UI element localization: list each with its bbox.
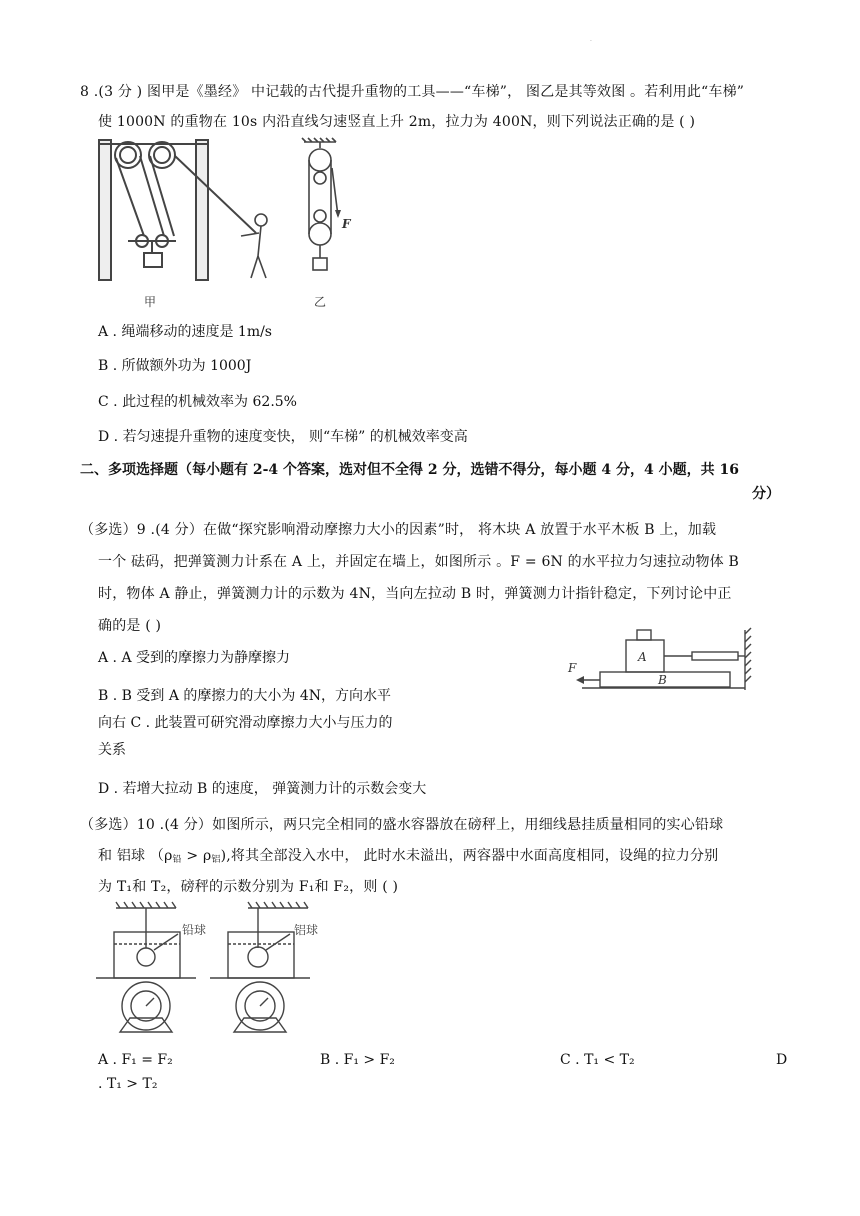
q10-option-d-letter: D — [776, 1052, 788, 1068]
q10-line-2-post: ),将其全部没入水中， 此时水未溢出，两容器中水面高度相同，设绳的拉力分别 — [220, 848, 719, 864]
q10-rho-lead-sub: 铅 — [172, 855, 182, 865]
q9-line-3: 时，物体 A 静止，弹簧测力计的示数为 4N，当向左拉动 B 时，弹簧测力计指针稳定，下列讨论中正 — [98, 586, 732, 602]
q8-option-b: B . 所做额外功为 1000J — [98, 358, 252, 374]
q9-line-2: 一个 砝码，把弹簧测力计系在 A 上，并固定在墙上，如图所示 。F = 6N 的水平拉力匀速拉动物体 B — [98, 554, 739, 570]
q8-option-d: D . 若匀速提升重物的速度变快， 则“车梯” 的机械效率变高 — [98, 429, 468, 445]
q10-line-2-pre: 和 铝球 （ρ — [98, 848, 173, 864]
q9-fig-block-a-label: A — [638, 650, 647, 664]
q10-option-a: A . F₁ = F₂ — [98, 1052, 173, 1068]
corner-mark: · — [590, 38, 592, 45]
q10-fig-lead-label: 铅球 — [182, 923, 207, 937]
q9-fig-force-label: F — [568, 661, 577, 675]
q8-fig-yi-label: 乙 — [314, 295, 327, 309]
q10-figure — [96, 902, 346, 1034]
q9-option-d: D . 若增大拉动 B 的速度， 弹簧测力计的示数会变大 — [98, 781, 427, 797]
q9-option-c-line-3: 关系 — [98, 742, 126, 758]
q8-line-1: 8 .(3 分 ) 图甲是《墨经》 中记载的古代提升重物的工具——“车梯”， 图乙是其等效图 。若利用此“车梯” — [80, 84, 745, 100]
q10-option-c: C . T₁ < T₂ — [560, 1052, 635, 1068]
q8-line-2: 使 1000N 的重物在 10s 内沿直线匀速竖直上升 2m，拉力为 400N，则下列说法正确的是 ( ) — [98, 114, 696, 130]
q8-fig-force-label: F — [342, 217, 351, 231]
q9-option-b-line-2: 向右 C . 此装置可研究滑动摩擦力大小与压力的 — [98, 715, 393, 731]
q10-option-d-text: . T₁ > T₂ — [98, 1076, 158, 1092]
section-2-heading-line-2: 分） — [752, 486, 780, 502]
q8-fig-jia-label: 甲 — [144, 295, 157, 309]
q10-line-1: （多选）10 .(4 分）如图所示，两只完全相同的盛水容器放在磅秤上，用细线悬挂质量相同的实心铅球 — [80, 817, 724, 833]
q10-option-b: B . F₁ > F₂ — [320, 1052, 395, 1068]
q10-fig-al-label: 铝球 — [294, 923, 319, 937]
q9-figure — [552, 628, 752, 692]
q10-line-3: 为 T₁和 T₂，磅秤的示数分别为 F₁和 F₂，则 ( ) — [98, 879, 399, 895]
section-2-heading-line-1: 二、多项选择题（每小题有 2-4 个答案，选对但不全得 2 分，选错不得分，每小题 4 分，4 小题，共 16 — [80, 462, 739, 478]
q8-figure-jia — [96, 138, 281, 313]
q8-figure-yi — [300, 138, 360, 313]
q9-fig-board-b-label: B — [658, 673, 667, 687]
q8-option-c: C . 此过程的机械效率为 62.5% — [98, 394, 297, 410]
q10-line-2-mid: > ρ — [181, 848, 212, 864]
q9-line-1: （多选）9 .(4 分）在做“探究影响滑动摩擦力大小的因素”时， 将木块 A 放置于水平木板 B 上，加载 — [80, 522, 717, 538]
q10-line-2 — [98, 846, 718, 870]
q9-option-b-line-1: B . B 受到 A 的摩擦力的大小为 4N，方向水平 — [98, 688, 391, 704]
q8-option-a: A . 绳端移动的速度是 1m/s — [98, 324, 272, 340]
q10-rho-al-sub: 铝 — [211, 855, 221, 865]
q9-option-a: A . A 受到的摩擦力为静摩擦力 — [98, 650, 291, 666]
q9-line-4: 确的是 ( ) — [98, 618, 162, 634]
